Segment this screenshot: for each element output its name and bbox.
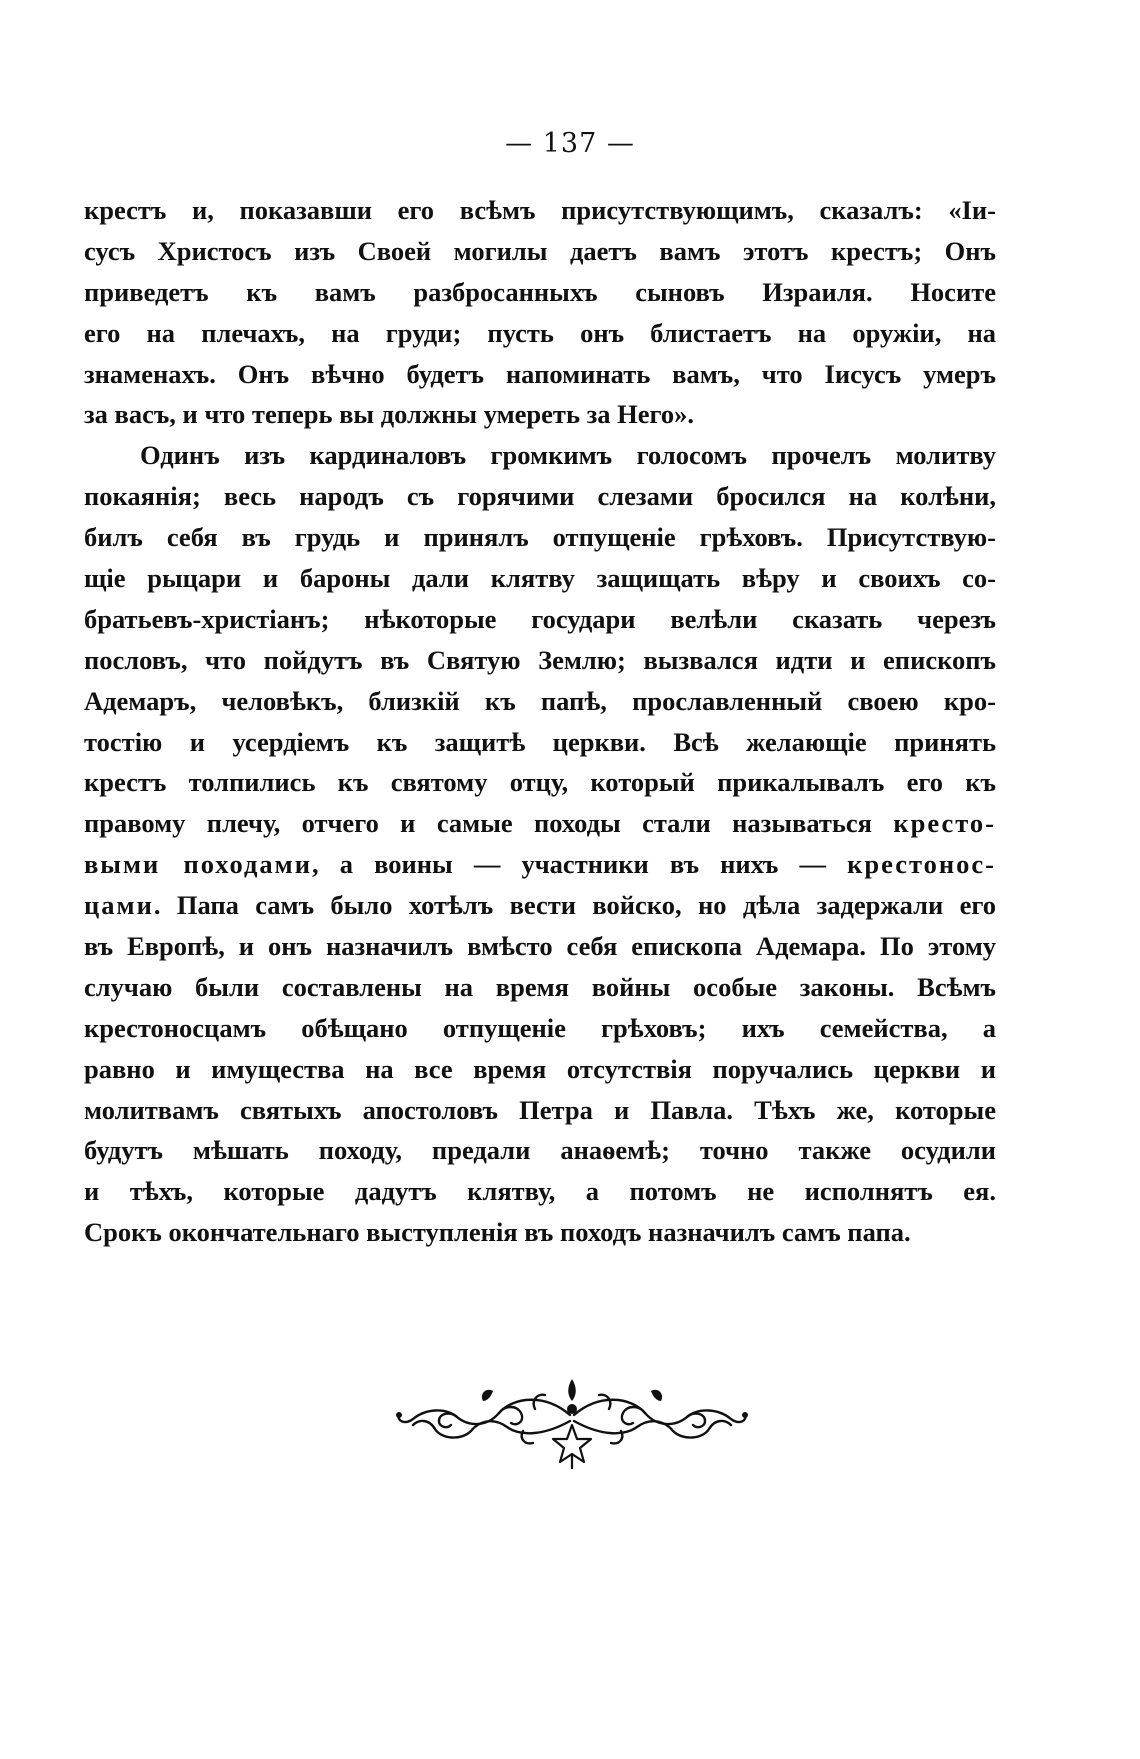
spaced-term: выми походами [84, 849, 313, 880]
text-line: и тѣхъ, которые дадутъ клятву, а потомъ не исполнятъ ея. [84, 1176, 996, 1207]
text-line: крестъ и, показавши его всѣмъ присутствующимъ, сказалъ: «Іи- [84, 195, 996, 225]
body-text [84, 190, 996, 1253]
decorative-ornament-icon [395, 1375, 749, 1471]
text-line: сусъ Христосъ изъ Своей могилы даетъ вамъ этотъ крестъ; Онъ [84, 235, 996, 266]
text-segment: правому плечу, отчего и самые походы стали называться [84, 808, 873, 839]
text-segment: . Папа самъ было хотѣлъ вести войско, но дѣла задержали его [153, 890, 996, 921]
text-line: билъ себя въ грудь и принялъ отпущеніе грѣховъ. Присутствую- [84, 522, 996, 553]
text-line: случаю были составлены на время войны особые законы. Всѣмъ [84, 971, 996, 1002]
text-line: приведетъ къ вамъ разбросанныхъ сыновъ Израиля. Носите [84, 276, 996, 307]
text-line: молитвамъ святыхъ апостоловъ Петра и Павла. Тѣхъ же, которые [84, 1094, 996, 1125]
text-line: братьевъ-христіанъ; нѣкоторые государи велѣли сказать черезъ [84, 603, 996, 634]
paragraph-1 [84, 190, 996, 435]
text-line: покаянія; весь народъ съ горячими слезами бросился на колѣни, [84, 481, 996, 512]
text-line: Одинъ изъ кардиналовъ громкимъ голосомъ прочелъ молитву [140, 440, 996, 471]
text-line: Адемаръ, человѣкъ, близкій къ папѣ, прославленный своею кро- [84, 685, 996, 716]
text-segment: , а воины — участники въ нихъ — [312, 849, 826, 880]
page-number: — 137 — [505, 128, 635, 159]
text-line: крестоносцамъ обѣщано отпущеніе грѣховъ; ихъ семейства, а [84, 1012, 996, 1043]
text-line: тостію и усердіемъ къ защитѣ церкви. Всѣ желающіе принять [84, 726, 996, 757]
text-line: пословъ, что пойдутъ въ Святую Землю; вызвался идти и епископъ [84, 644, 996, 675]
spaced-term: кресто- [893, 808, 996, 839]
text-line: Срокъ окончательнаго выступленія въ походъ назначилъ самъ папа. [84, 1217, 911, 1248]
text-line: знаменахъ. Онъ вѣчно будетъ напоминать вамъ, что Іисусъ умеръ [84, 358, 996, 389]
spaced-term: цами [84, 890, 154, 921]
text-line: за васъ, и что теперь вы должны умереть за Него». [84, 399, 694, 430]
text-line [84, 844, 996, 885]
paragraph-2 [84, 435, 996, 1253]
text-line: будутъ мѣшать походу, предали анаѳемѣ; точно также осудили [84, 1135, 996, 1166]
text-line: его на плечахъ, на груди; пусть онъ блистаетъ на оружіи, на [84, 317, 996, 348]
spaced-term: крестонос- [847, 849, 997, 880]
text-line: равно и имущества на все время отсутствія поручались церкви и [84, 1053, 996, 1084]
text-line: крестъ толпились къ святому отцу, который прикалывалъ его къ [84, 767, 996, 798]
text-line: въ Европѣ, и онъ назначилъ вмѣсто себя епископа Адемара. По этому [84, 931, 996, 962]
text-line [84, 885, 996, 926]
text-line [84, 803, 996, 844]
text-line: щіе рыцари и бароны дали клятву защищать вѣру и своихъ со- [84, 563, 996, 594]
